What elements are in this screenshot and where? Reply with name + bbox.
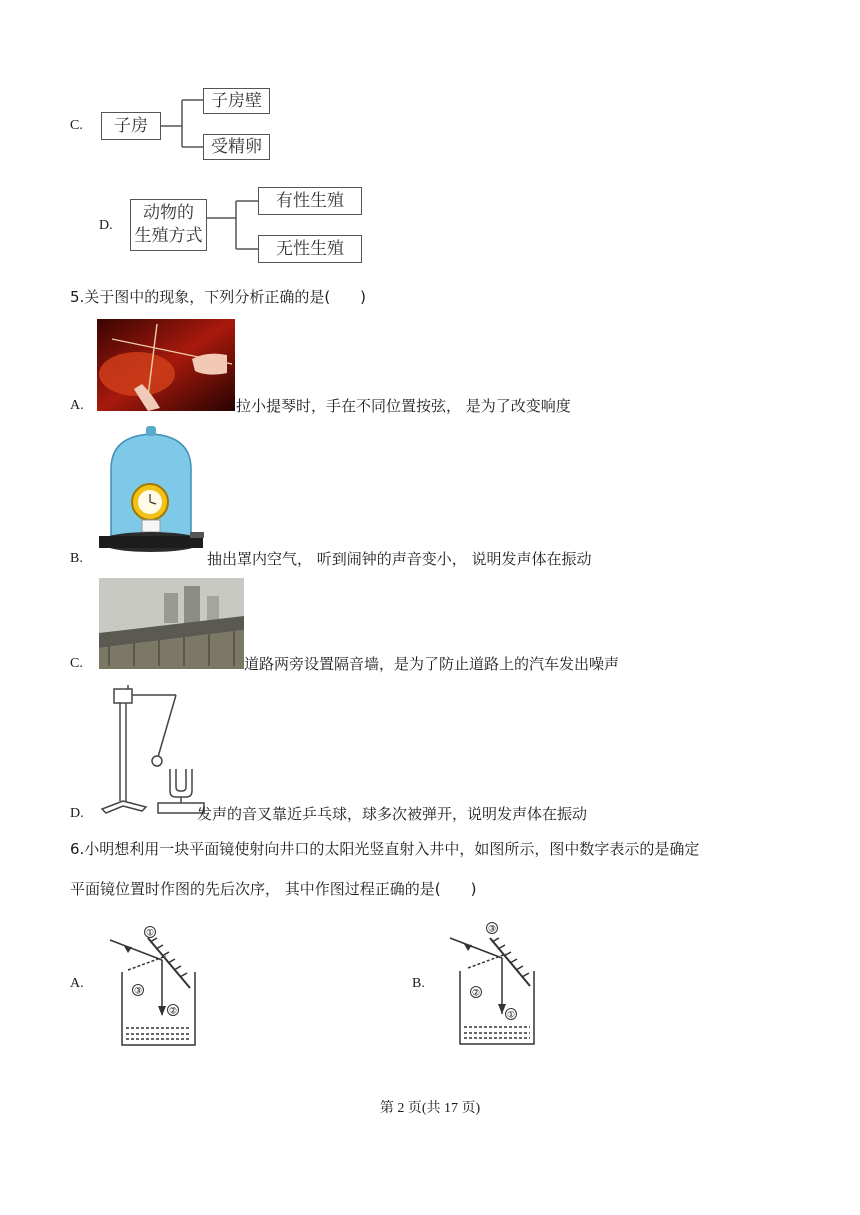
tuning-fork-apparatus	[98, 683, 198, 818]
page-footer: 第 2 页(共 17 页)	[379, 1101, 481, 1116]
q5-option-a-text: 拉小提琴时，手在不同位置按弦， 是为了改变响度	[236, 397, 571, 415]
q5-option-d-label: D.	[70, 806, 84, 821]
q6b-mark-3: ①	[506, 1010, 516, 1021]
q5-option-a-label: A.	[70, 398, 84, 413]
q4-option-c-label: C.	[70, 118, 83, 133]
q4d-branch-bottom-box: 无性生殖	[258, 235, 362, 263]
q4c-branch-top-box: 子房壁	[203, 88, 270, 114]
q5-stem: 5.关于图中的现象，下列分析正确的是( )	[70, 288, 367, 306]
q6b-well-diagram	[448, 916, 548, 1048]
q5-option-b-text: 抽出罩内空气， 听到闹钟的声音变小， 说明发声体在振动	[207, 550, 592, 568]
q5-option-d-text: 发声的音叉靠近乒乓球，球多次被弹开，说明发声体在振动	[197, 805, 588, 823]
q4d-root-line2: 生殖方式	[134, 226, 203, 246]
q6a-mark-1: ①	[145, 928, 155, 939]
q4d-root-line1: 动物的	[143, 203, 194, 223]
q5-option-b-label: B.	[70, 551, 83, 566]
q4-option-d-label: D.	[99, 218, 113, 233]
bell-jar-photo	[96, 424, 206, 562]
q6a-mark-2: ③	[133, 986, 143, 997]
q6-option-b-label: B.	[412, 976, 425, 991]
q5-option-c-text: 道路两旁设置隔音墙，是为了防止道路上的汽车发出噪声	[244, 655, 620, 673]
violin-photo	[97, 319, 235, 411]
q6-stem-line2: 平面镜位置时作图的先后次序， 其中作图过程正确的是( )	[70, 880, 477, 898]
sound-barrier-photo	[99, 578, 244, 669]
q6b-mark-2: ②	[471, 988, 481, 999]
q6-option-a-label: A.	[70, 976, 84, 991]
q6a-well-diagram	[110, 920, 205, 1050]
q6b-mark-1: ③	[487, 924, 497, 935]
q5-option-c-label: C.	[70, 656, 83, 671]
q4c-branch-bottom-box: 受精卵	[203, 134, 270, 160]
q4d-root-box	[130, 199, 207, 251]
q6-stem-line1: 6.小明想利用一块平面镜使射向井口的太阳光竖直射入井中，如图所示，图中数字表示的是确定	[70, 840, 700, 858]
q6a-mark-3: ②	[168, 1006, 178, 1017]
q4d-branch-top-box: 有性生殖	[258, 187, 362, 215]
q4c-root-box: 子房	[101, 112, 161, 140]
